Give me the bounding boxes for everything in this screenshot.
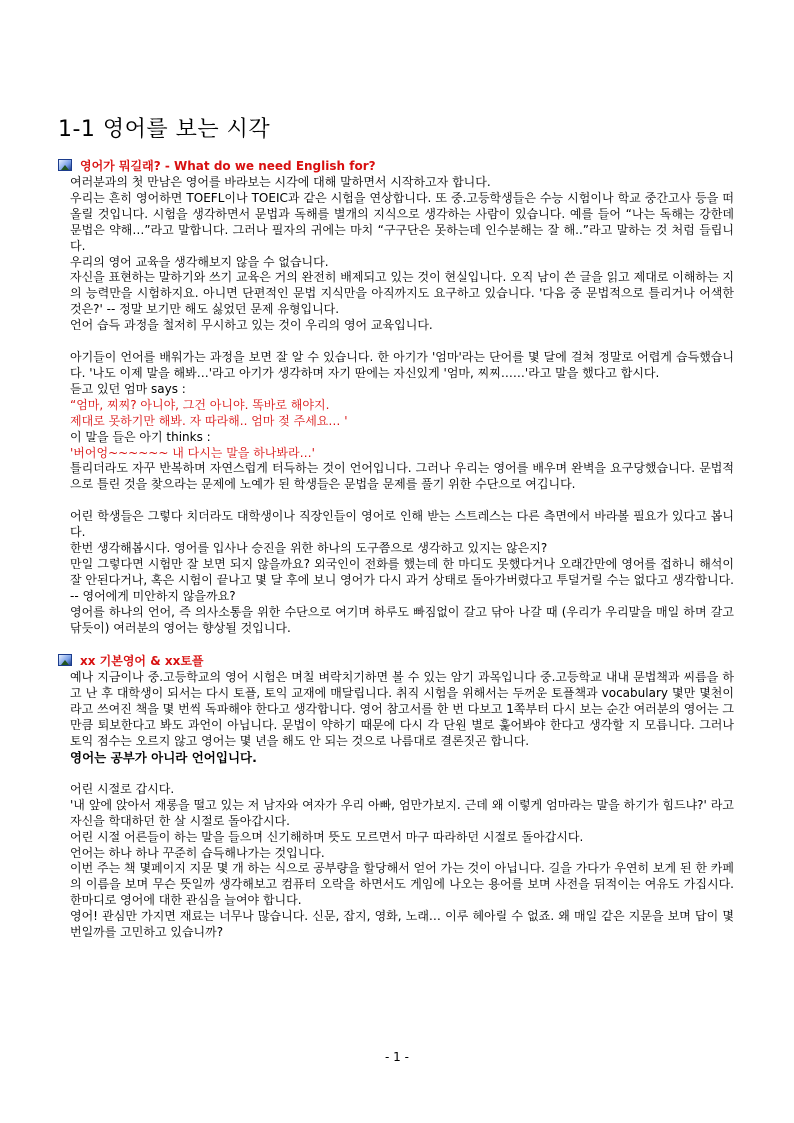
picture-icon [58, 654, 72, 666]
paragraph: 어린 시절 어른들이 하는 말을 들으며 신기해하며 뜻도 모르면서 마구 따라하던 시절로 돌아갑시다. [70, 829, 584, 844]
paragraph: 이번 주는 책 몇페이지 지문 몇 개 하는 식으로 공부량을 할당해서 얻어 가는 것이 아닙니다. 길을 가다가 우연히 보게 된 한 카페의 이름을 보며 무슨 뜻일까 생각해보고 컴퓨터 오락을 하면서도 게임에 나오는 용어를 보며 사전을 뒤적이는 여유도 가집시다. 한마디로 영어에 대한 관심을 늘여야 합니다. [70, 861, 734, 908]
section-gap [58, 636, 734, 652]
section-heading-text: 영어가 뭐길래? - What do we need English for? [80, 159, 376, 173]
blank-line [70, 493, 734, 509]
page-title: 1-1 영어를 보는 시각 [58, 117, 271, 142]
baby-quote: '버어엉~~~~~~ 내 다시는 말을 하나봐라…' [70, 445, 315, 460]
content [58, 157, 734, 941]
paragraph: 영어! 관심만 가지면 재료는 너무나 많습니다. 신문, 잡지, 영화, 노래… 이루 헤아릴 수 없죠. 왜 매일 같은 지문을 보며 답이 몇 번일까를 고민하고 있습니까? [70, 909, 734, 940]
paragraph: 여러분과의 첫 만남은 영어를 바라보는 시각에 대해 말하면서 시작하고자 합니다. [70, 175, 491, 189]
paragraph: 한번 생각해봅시다. 영어를 입사나 승진을 위한 하나의 도구쯤으로 생각하고 있지는 않은지? [70, 541, 548, 556]
paragraph: 영어를 하나의 언어, 즉 의사소통을 위한 수단으로 여기며 하루도 빠짐없이 갈고 닦아 나갈 때 (우리가 우리말을 매일 하며 갈고 닦듯이) 여러분의 영어는 향상될 것입니다. [70, 604, 734, 635]
paragraph: 틀리더라도 자꾸 반복하며 자연스럽게 터득하는 것이 언어입니다. 그러나 우리는 영어를 배우며 완벽을 요구당했습니다. 문법적으로 틀린 것을 찾으라는 문제에 노예가 된 학생들은 문법을 문제를 풀기 위한 수단으로 여깁니다. [70, 461, 734, 492]
page-number: - 1 - [385, 1050, 409, 1064]
section-heading-text: xx 기본영어 & xx토플 [80, 654, 204, 669]
paragraph: 아기들이 언어를 배워가는 과정을 보면 잘 알 수 있습니다. 한 아기가 '엄마'라는 단어를 몇 달에 걸쳐 정말로 어렵게 습득했습니다. '나도 이제 말을 해봐…'라고 아기가 생각하며 자기 딴에는 자신있게 '엄마, 찌찌……'라고 말을 했다고 합시다. [70, 350, 734, 380]
paragraph: 어린 시절로 갑시다. [70, 781, 175, 796]
paragraph: 예나 지금이나 중.고등학교의 영어 시험은 며칠 벼락치기하면 볼 수 있는 암기 과목입니다 중.고등학교 내내 문법책과 씨름을 하고 난 후 대학생이 되서는 다시 토플, 토익 교재에 매달립니다. 취직 시험을 위해서는 두꺼운 토플책과 vocabulary 몇만 몇천이라고 쓰여진 책을 몇 번씩 독파해야 한다고 생각합니다. 영어 참고서를 한 번 다보고 1쪽부터 다시 보는 순간 여러분의 영어는 그만큼 퇴보한다고 봐도 과언이 아닙니다. 문법이 약하기 때문에 다시 각 단원 별로 훑어봐야 한다고 생각할 지 모릅니다. 그러나 토익 점수는 오르지 않고 영어는 몇 년을 해도 안 되는 것으로 나름대로 결론짓곤 합니다. [70, 670, 734, 749]
paragraph: 언어는 하나 하나 꾸준히 습득해나가는 것입니다. [70, 845, 325, 860]
blank-line [70, 766, 734, 782]
mother-quote: 제대로 못하기만 해봐. 자 따라해.. 엄마 젖 주세요… ' [70, 413, 348, 428]
paragraph: 언어 습득 과정을 철저히 무시하고 있는 것이 우리의 영어 교육입니다. [70, 318, 433, 333]
blank-line [70, 334, 734, 350]
paragraph: 우리는 흔히 영어하면 TOEFL이나 TOEIC과 같은 시험을 연상합니다. 또 중.고등학생들은 수능 시험이나 학교 중간고사 등을 떠올릴 것입니다. 시험을 생각하면서 문법과 독해를 별개의 지식으로 생각하는 사람이 있습니다. 예를 들어 “나는 독해는 강한데 문법은 약해…”라고 말합니다. 그러나 필자의 귀에는 마치 “구구단은 못하는데 인수분해는 잘 해..”라고 말하는 것 처럼 들립니다. [70, 190, 734, 253]
picture-icon [58, 159, 72, 171]
paragraph: 듣고 있던 엄마 says : [70, 381, 186, 396]
mother-quote: “엄마, 찌찌? 아니야, 그건 아니야. 똑바로 해야지. [70, 397, 330, 412]
paragraph: 이 말을 들은 아기 thinks : [70, 429, 211, 444]
section-heading [58, 652, 734, 670]
paragraph: 만일 그렇다면 시험만 잘 보면 되지 않을까요? 외국인이 전화를 했는데 한 마디도 못했다거나 오래간만에 영어를 접하니 해석이 잘 안된다거나, 혹은 시험이 끝나고 몇 달 후에 보니 영어가 다시 과거 상태로 돌아가버렸다고 투덜거릴 수는 없다고 생각합니다. -- 영어에게 미안하지 않을까요? [70, 556, 734, 603]
paragraph: '내 앞에 앉아서 재롱을 떨고 있는 저 남자와 여자가 우리 아빠, 엄만가보지. 근데 왜 이렇게 엄마라는 말을 하기가 힘드냐?' 라고 자신을 학대하던 한 살 시절로 돌아갑시다. [70, 797, 734, 828]
paragraph: 우리의 영어 교육을 생각해보지 않을 수 없습니다. [70, 254, 329, 269]
section-heading [58, 157, 734, 175]
paragraph: 어린 학생들은 그렇다 치더라도 대학생이나 직장인들이 영어로 인해 받는 스트레스는 다른 측면에서 바라볼 필요가 있다고 봅니다. [70, 509, 734, 540]
emphasis-line: 영어는 공부가 아니라 언어입니다. [70, 750, 257, 765]
paragraph: 자신을 표현하는 말하기와 쓰기 교육은 거의 완전히 배제되고 있는 것이 현실입니다. 오직 남이 쓴 글을 읽고 제대로 이해하는 지의 능력만을 시험하지요. 아니면 단편적인 문법 지식만을 아직까지도 요구하고 있습니다. '다음 중 문법적으로 틀리거나 어색한 것은?' -- 정말 보기만 해도 싫었던 문제 유형입니다. [70, 270, 734, 317]
section-body [58, 175, 734, 636]
section-body [58, 670, 734, 941]
